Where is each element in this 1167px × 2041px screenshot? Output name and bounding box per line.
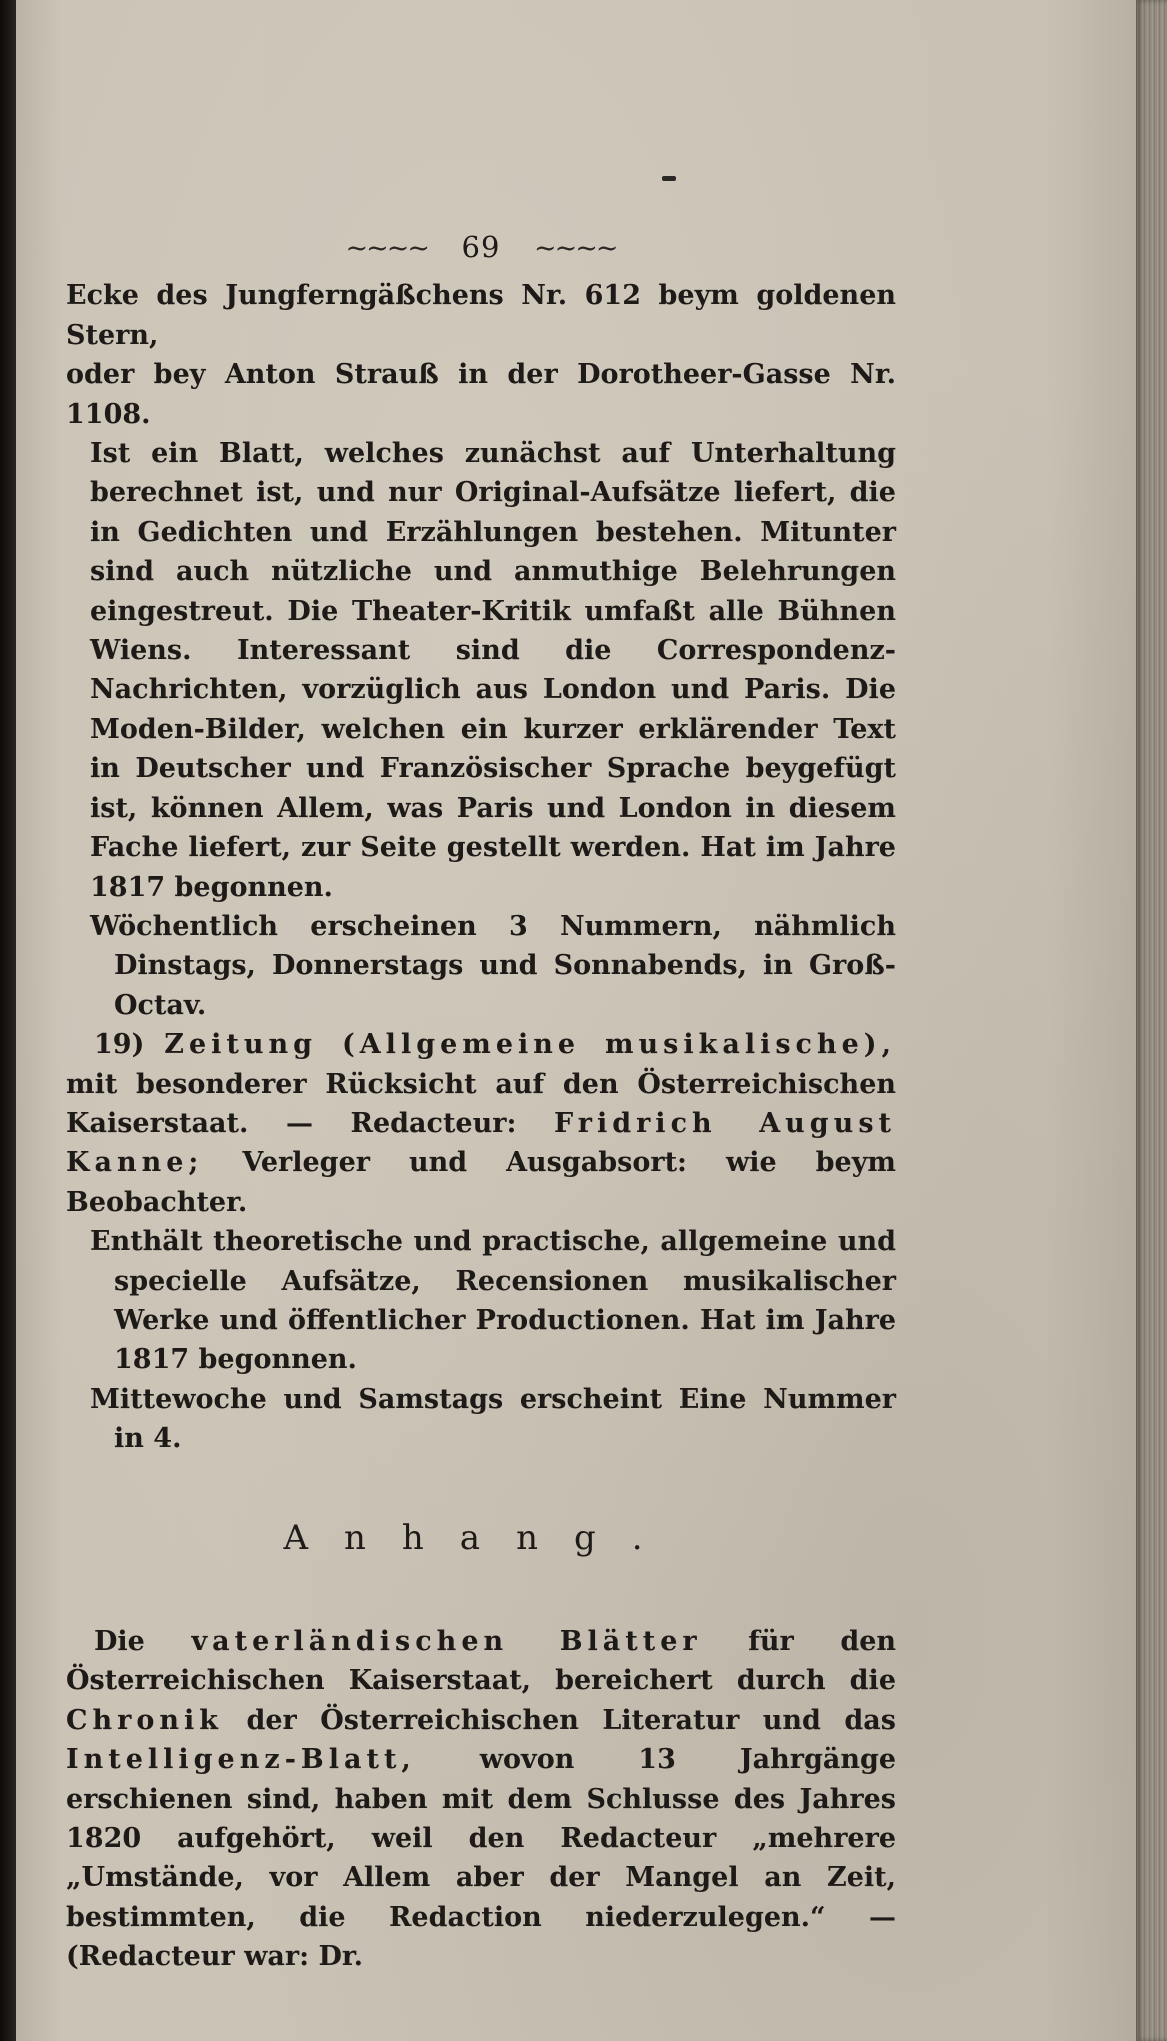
entry19-rest: mit besonderer Rücksicht auf den Österreichischen Kaiserstaat. — Redacteur: (66, 1068, 896, 1139)
entry19-editor: Fridrich August Kanne; (66, 1107, 896, 1179)
appendix-spaced-blatt: Intelligenz-Blatt, (66, 1744, 416, 1776)
page-header (66, 228, 896, 268)
entry19-heading (66, 1025, 896, 1222)
page-edges (1136, 0, 1167, 2041)
ink-mark (662, 176, 676, 181)
appendix-spaced-chronik: Chronik (66, 1704, 223, 1736)
entry18-address-line2: oder bey Anton Strauß in der Dorotheer-Gasse Nr. 1108. (66, 359, 896, 430)
appendix-text-mid1: für den Österreichischen Kaiserstaat, bereichert durch die (66, 1626, 897, 1697)
header-ornament-right: ~~~~ (534, 233, 617, 264)
appendix-paragraph (66, 1622, 896, 1977)
entry18-description: Ist ein Blatt, welches zunächst auf Unterhaltung berechnet ist, und nur Original-Aufsätze liefert, die in Gedichten und Erzählungen bestehen. Mitunter sind auch nützliche und anmuthige Belehrungen eingestreut. Die Theater-Kritik umfaßt alle Bühnen Wiens. Interessant sind die Correspondenz-Nachrichten, vorzüglich aus London und Paris. Die Moden-Bilder, welchen ein kurzer erklärender Text in Deutscher und Französischer Sprache beygefügt ist, können Allem, was Paris und London in diesem Fache liefert, zur Seite gestellt werden. Hat im Jahre 1817 begonnen. (90, 438, 896, 903)
book-binding (0, 0, 16, 2041)
entry18-schedule: Wöchentlich erscheinen 3 Nummern, nähmlich Dinstags, Donnerstags und Sonnabends, in Groß-Octav. (90, 910, 896, 1021)
entry19-publisher: Verleger und Ausgabsort: wie beym Beobachter. (66, 1147, 896, 1218)
appendix-title: Anhang. (283, 1517, 679, 1558)
entry19-description: Enthält theoretische und practische, allgemeine und specielle Aufsätze, Recensionen musikalischer Werke und öffentlicher Productionen. Hat im Jahre 1817 begonnen. (90, 1226, 896, 1376)
page-content (66, 228, 896, 1977)
entry19-title: Zeitung (Allgemeine musikalische), (164, 1029, 896, 1061)
entry19-schedule: Mittewoche und Samstags erscheint Eine Nummer in 4. (90, 1383, 896, 1455)
header-ornament-left: ~~~~ (345, 233, 428, 264)
entry19-number: 19) (94, 1029, 145, 1061)
entry18-address-line1: Ecke des Jungferngäßchens Nr. 612 beym goldenen Stern, (66, 280, 896, 351)
appendix-text-mid2: der Österreichischen Literatur und das (246, 1704, 896, 1736)
appendix-spaced-title: vaterländischen Blätter (191, 1626, 702, 1657)
appendix-text-start: Die (94, 1626, 145, 1657)
page-number: 69 (461, 230, 501, 264)
appendix-text-end: wovon 13 Jahrgänge erschienen sind, haben mit dem Schlusse des Jahres 1820 aufgehört, weil den Redacteur „mehrere „Umstände, vor Allem aber der Mangel an Zeit, bestimmten, die Redaction niederzulegen.“ — (Redacteur war: Dr. (66, 1744, 897, 1973)
